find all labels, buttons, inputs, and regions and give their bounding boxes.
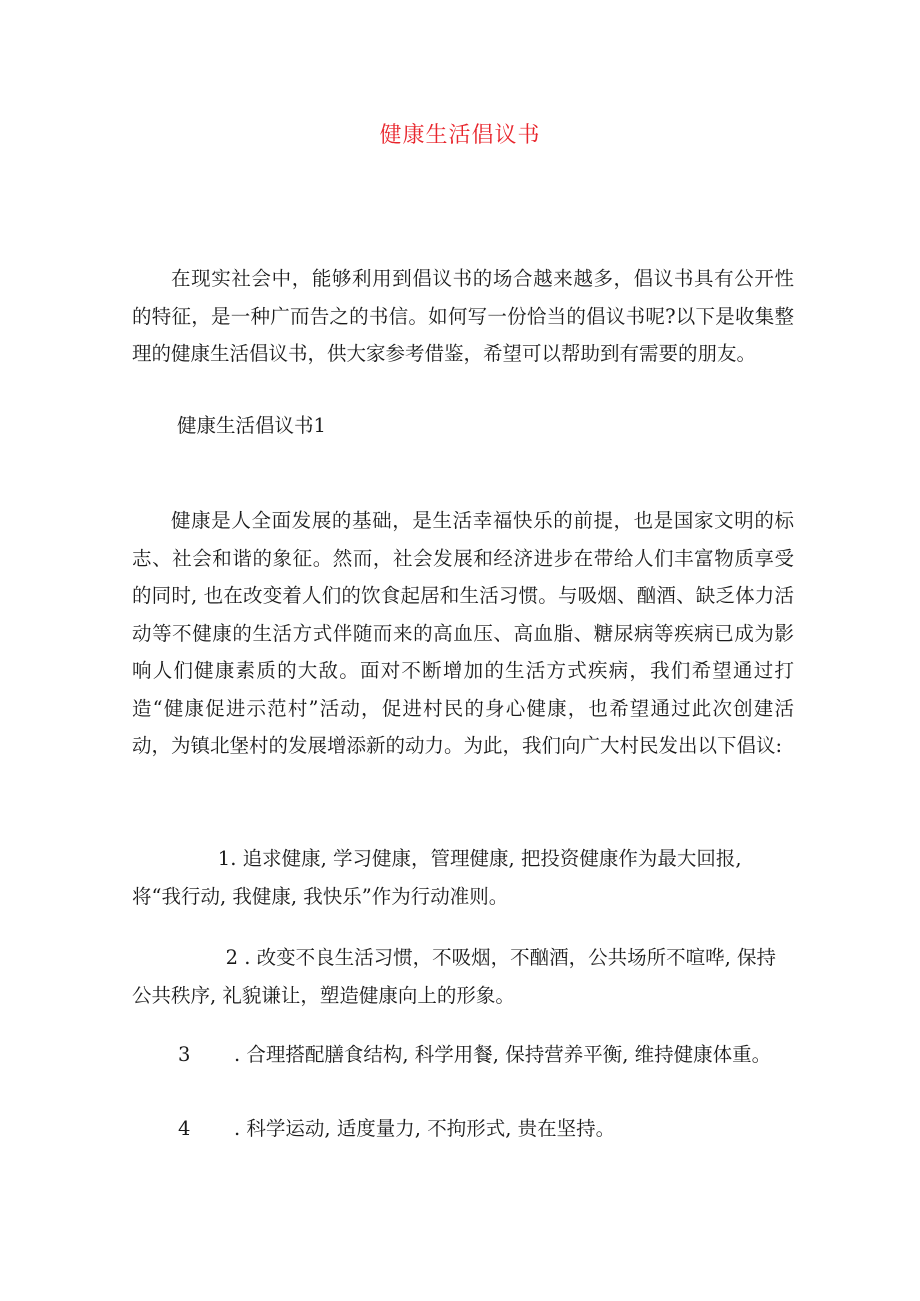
- list-item-text: . 改变不良生活习惯，不吸烟，不酗酒，公共场所不喧哗, 保持公共秩序, 礼貌谦让，塑造健康向上的形象。: [132, 946, 777, 1007]
- body-paragraph: 健康是人全面发展的基础，是生活幸福快乐的前提，也是国家文明的标志、社会和谐的象征。然而，社会发展和经济进步在带给人们丰富物质享受的同时, 也在改变着人们的饮食起居和生活习惯。与吸烟、酗酒、缺乏体力活动等不健康的生活方式伴随而来的高血压、高血脂、糖尿病等疾病已成为影响人们健康素质的大敌。面对不断增加的生活方式疾病，我们希望通过打造“健康促进示范村”活动，促进村民的身心健康，也希望通过此次创建活动，为镇北堡村的发展增添新的动力。为此，我们向广大村民发出以下倡议:: [132, 509, 794, 757]
- list-item-number: 2: [225, 946, 239, 969]
- list-item-number: 1: [217, 847, 231, 870]
- list-item-text: . 合理搭配膳食结构, 科学用餐, 保持营养平衡, 维持健康体重。: [234, 1043, 772, 1066]
- list-item-text: . 追求健康, 学习健康，管理健康, 把投资健康作为最大回报, 将“我行动, 我健康, 我快乐”作为行动准则。: [132, 847, 742, 908]
- list-item-2: [132, 939, 794, 1014]
- list-item-number: 3: [178, 1043, 191, 1066]
- list-item-text: . 科学运动, 适度量力, 不拘形式, 贵在坚持。: [234, 1117, 616, 1140]
- list-item-3: [132, 1036, 840, 1074]
- document-title: 健康生活倡议书: [379, 123, 541, 148]
- intro-paragraph: 在现实社会中，能够利用到倡议书的场合越来越多，倡议书具有公开性的特征，是一种广而告之的书信。如何写一份恰当的倡议书呢?以下是收集整理的健康生活倡议书，供大家参考借鉴，希望可以帮助到有需要的朋友。: [132, 267, 794, 365]
- list-item-number: 4: [178, 1117, 191, 1140]
- list-item-1: [132, 840, 794, 915]
- list-item-4: [132, 1110, 840, 1148]
- section-subheading: 健康生活倡议书1: [177, 414, 326, 437]
